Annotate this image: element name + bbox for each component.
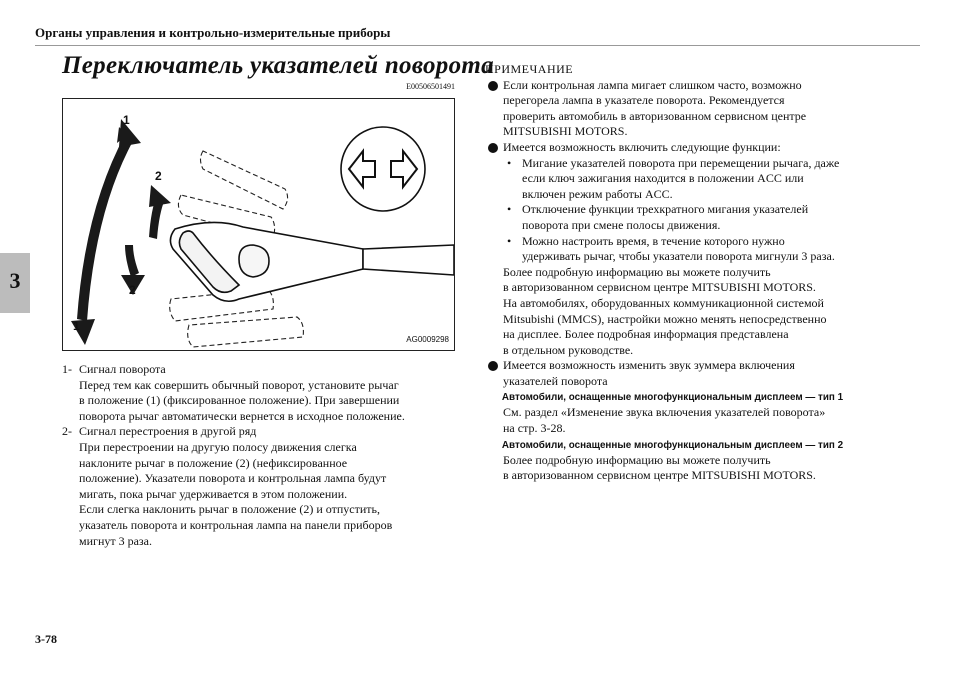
list-item-number: 1- — [62, 362, 72, 376]
label-position-1-down: 1 — [73, 319, 80, 333]
note-paragraph — [485, 405, 920, 436]
note-line: Мигание указателей поворота при перемещении рычага, даже — [522, 155, 840, 170]
note-sub-bullet — [485, 202, 920, 233]
turn-signal-lever-figure — [62, 98, 455, 351]
note-line: включен режим работы ACC. — [522, 186, 673, 201]
note-line: в авторизованном сервисном центре MITSUBISHI MOTORS. — [503, 468, 816, 483]
note-line: указателей поворота — [503, 373, 608, 388]
lever-illustration — [63, 99, 454, 350]
list-line: Сигнал перестроения в другой ряд — [79, 424, 257, 439]
list-line: указатель поворота и контрольная лампа на панели приборов — [79, 517, 393, 532]
note-line: удерживать рычаг, чтобы указатели поворота мигнули 3 раза. — [522, 249, 835, 264]
chapter-tab-number: 3 — [9, 268, 21, 293]
section-code: E00506501491 — [406, 82, 455, 91]
note-line: Более подробную информацию вы можете получить — [503, 264, 771, 279]
list-line: Перед тем как совершить обычный поворот, установите рычаг — [79, 377, 399, 392]
list-item — [62, 424, 457, 549]
note-line: Более подробную информацию вы можете получить — [503, 452, 771, 467]
note-bullet — [485, 78, 920, 140]
note-paragraph — [485, 453, 920, 484]
note-line: Отключение функции трехкратного мигания указателей — [522, 202, 809, 217]
note-line: в отдельном руководстве. — [503, 342, 634, 357]
list-line: мигать, пока рычаг удерживается в этом положении. — [79, 486, 348, 501]
type2-heading: Автомобили, оснащенные многофункциональным дисплеем — тип 2 — [501, 438, 844, 451]
note-line: Имеется возможность включить следующие функции: — [503, 139, 781, 154]
page-number: 3-78 — [35, 632, 57, 646]
note-line: См. раздел «Изменение звука включения указателей поворота» — [503, 405, 826, 420]
sub-bullet-mark: • — [507, 155, 512, 170]
bullet-dot-icon — [488, 81, 498, 91]
figure-code: AG0009298 — [406, 335, 449, 344]
note-line: На автомобилях, оборудованных коммуникационной системой — [503, 295, 824, 310]
type1-heading: Автомобили, оснащенные многофункциональным дисплеем — тип 1 — [501, 391, 844, 404]
section-title: Переключатель указателей поворота — [62, 52, 494, 79]
sub-bullet-mark: • — [507, 202, 512, 217]
note-line: поворота при смене полосы движения. — [522, 217, 721, 232]
note-bullet — [485, 358, 920, 389]
note-line: Можно настроить время, в течение которого нужно — [522, 233, 785, 248]
note-line: в авторизованном сервисном центре MITSUBISHI MOTORS. — [503, 280, 816, 295]
note-heading: ПРИМЕЧАНИЕ — [485, 62, 574, 76]
bullet-dot-icon — [488, 143, 498, 153]
header-rule — [35, 45, 920, 46]
note-line: если ключ зажигания находится в положении ACC или — [522, 171, 804, 186]
running-header: Органы управления и контрольно-измерительные приборы — [35, 25, 391, 40]
note-line: на стр. 3-28. — [503, 421, 566, 436]
position-description-list — [62, 362, 457, 549]
note-line: Если контрольная лампа мигает слишком часто, возможно — [503, 77, 802, 92]
list-line: наклоните рычаг в положение (2) (нефиксированное — [79, 455, 348, 470]
note-line: Имеется возможность изменить звук зуммера включения — [503, 358, 795, 373]
list-line: Если слегка наклонить рычаг в положение (2) и отпустить, — [79, 502, 380, 517]
label-position-1-up: 1 — [123, 113, 130, 127]
note-sub-bullet — [485, 234, 920, 265]
note-block — [485, 62, 920, 484]
note-line: перегорела лампа в указателе поворота. Рекомендуется — [503, 93, 785, 108]
note-line: Mitsubishi (MMCS), настройки можно менять непосредственно — [503, 311, 827, 326]
note-bullet — [485, 140, 920, 156]
list-line: При перестроении на другую полосу движения слегка — [79, 439, 357, 454]
list-line: Сигнал поворота — [79, 362, 166, 376]
list-item — [62, 362, 457, 424]
note-line: на дисплее. Более подробная информация представлена — [503, 327, 789, 342]
list-line: положение). Указатели поворота и контрольная лампа будут — [79, 471, 387, 486]
list-item-number: 2- — [62, 424, 72, 439]
label-position-2-down: 2 — [129, 283, 136, 297]
bullet-dot-icon — [488, 361, 498, 371]
list-line: поворота рычаг автоматически вернется в исходное положение. — [79, 408, 405, 423]
list-line: мигнут 3 раза. — [79, 533, 152, 548]
note-line: проверить автомобиль в авторизованном сервисном центре — [503, 108, 807, 123]
sub-bullet-mark: • — [507, 233, 512, 248]
list-line: в положение (1) (фиксированное положение). При завершении — [79, 393, 400, 408]
label-position-2-up: 2 — [155, 169, 162, 183]
note-sub-bullet — [485, 156, 920, 203]
note-paragraph — [485, 265, 920, 359]
note-line: MITSUBISHI MOTORS. — [503, 124, 628, 139]
